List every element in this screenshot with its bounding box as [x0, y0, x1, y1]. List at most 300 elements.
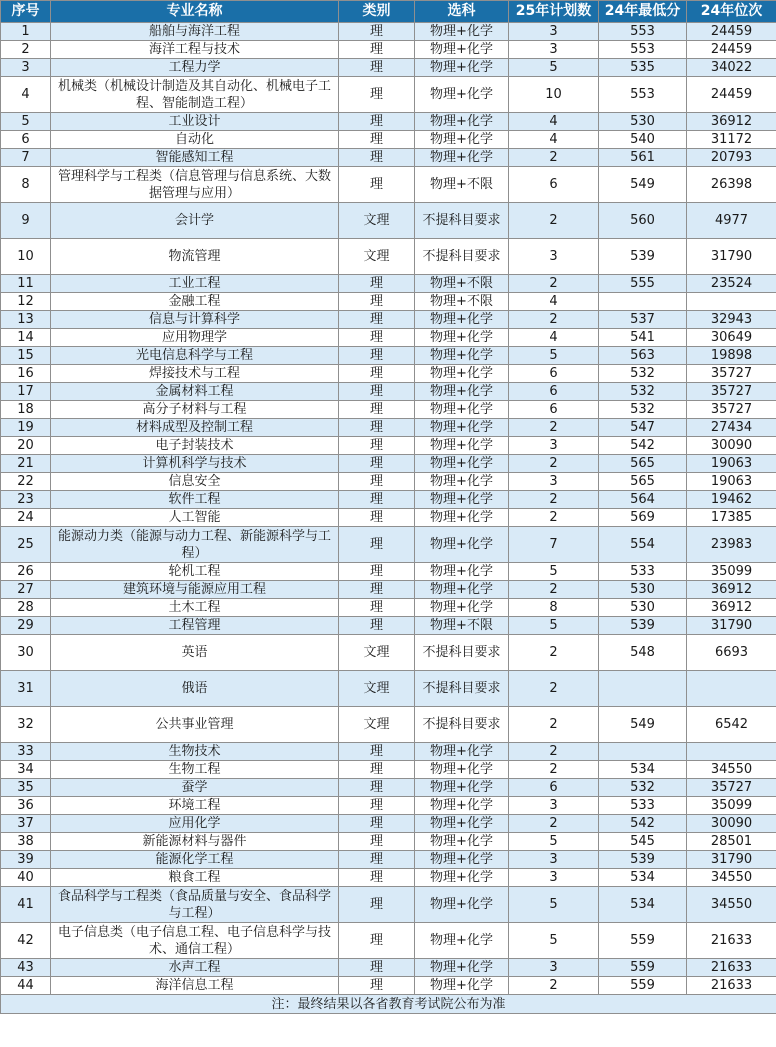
row-category: 文理: [339, 671, 415, 707]
row-major: 水声工程: [51, 959, 339, 977]
row-rank-2024: 24459: [687, 23, 776, 41]
row-subjects: 物理+化学: [415, 419, 509, 437]
row-min-score-2024: 537: [599, 311, 687, 329]
row-subjects: 物理+化学: [415, 869, 509, 887]
row-rank-2024: 19063: [687, 473, 776, 491]
table-row: [1, 491, 776, 509]
row-plan-2025: 8: [509, 599, 599, 617]
row-plan-2025: 4: [509, 131, 599, 149]
table-row: [1, 455, 776, 473]
row-rank-2024: 35099: [687, 797, 776, 815]
row-index: 17: [1, 383, 51, 401]
table-row: [1, 671, 776, 707]
row-category: 理: [339, 779, 415, 797]
row-index: 27: [1, 581, 51, 599]
row-major: 人工智能: [51, 509, 339, 527]
row-min-score-2024: 542: [599, 437, 687, 455]
row-min-score-2024: 530: [599, 113, 687, 131]
row-min-score-2024: 548: [599, 635, 687, 671]
row-index: 33: [1, 743, 51, 761]
row-index: 9: [1, 203, 51, 239]
table-row: [1, 311, 776, 329]
row-rank-2024: 31790: [687, 617, 776, 635]
row-index: 16: [1, 365, 51, 383]
row-category: 理: [339, 869, 415, 887]
row-subjects: 物理+化学: [415, 887, 509, 923]
row-subjects: 物理+化学: [415, 77, 509, 113]
row-index: 6: [1, 131, 51, 149]
row-major: 应用物理学: [51, 329, 339, 347]
row-index: 32: [1, 707, 51, 743]
row-rank-2024: 34550: [687, 761, 776, 779]
row-major: 能源动力类（能源与动力工程、新能源科学与工程）: [51, 527, 339, 563]
header-plan-2025: 25年计划数: [509, 1, 599, 23]
row-major: 机械类（机械设计制造及其自动化、机械电子工程、智能制造工程）: [51, 77, 339, 113]
table-row: [1, 383, 776, 401]
row-index: 1: [1, 23, 51, 41]
table-row: [1, 581, 776, 599]
row-rank-2024: 35727: [687, 365, 776, 383]
row-rank-2024: 4977: [687, 203, 776, 239]
row-major: 粮食工程: [51, 869, 339, 887]
row-subjects: 物理+化学: [415, 347, 509, 365]
row-plan-2025: 4: [509, 329, 599, 347]
row-index: 20: [1, 437, 51, 455]
row-index: 38: [1, 833, 51, 851]
row-category: 理: [339, 77, 415, 113]
row-subjects: 物理+化学: [415, 815, 509, 833]
row-rank-2024: 19898: [687, 347, 776, 365]
table-row: [1, 41, 776, 59]
row-category: 理: [339, 383, 415, 401]
row-category: 理: [339, 113, 415, 131]
row-index: 13: [1, 311, 51, 329]
row-category: 文理: [339, 239, 415, 275]
row-major: 会计学: [51, 203, 339, 239]
table-row: [1, 149, 776, 167]
row-min-score-2024: 549: [599, 707, 687, 743]
row-subjects: 物理+化学: [415, 779, 509, 797]
row-min-score-2024: 533: [599, 563, 687, 581]
row-major: 工程力学: [51, 59, 339, 77]
row-category: 理: [339, 131, 415, 149]
row-min-score-2024: 553: [599, 23, 687, 41]
row-index: 39: [1, 851, 51, 869]
row-category: 理: [339, 509, 415, 527]
row-major: 金融工程: [51, 293, 339, 311]
row-plan-2025: 6: [509, 365, 599, 383]
row-rank-2024: 24459: [687, 77, 776, 113]
row-category: 理: [339, 797, 415, 815]
row-subjects: 物理+化学: [415, 383, 509, 401]
row-index: 44: [1, 977, 51, 995]
row-plan-2025: 3: [509, 437, 599, 455]
row-min-score-2024: 542: [599, 815, 687, 833]
row-rank-2024: 28501: [687, 833, 776, 851]
row-major: 英语: [51, 635, 339, 671]
header-min-score-2024: 24年最低分: [599, 1, 687, 23]
table-row: [1, 743, 776, 761]
row-min-score-2024: [599, 293, 687, 311]
row-category: 理: [339, 401, 415, 419]
row-subjects: 物理+化学: [415, 455, 509, 473]
row-min-score-2024: [599, 671, 687, 707]
row-min-score-2024: 539: [599, 617, 687, 635]
row-plan-2025: 2: [509, 419, 599, 437]
row-min-score-2024: 554: [599, 527, 687, 563]
row-index: 31: [1, 671, 51, 707]
table-row: [1, 851, 776, 869]
row-subjects: 物理+化学: [415, 851, 509, 869]
row-subjects: 物理+化学: [415, 437, 509, 455]
table-row: [1, 275, 776, 293]
row-subjects: 物理+不限: [415, 275, 509, 293]
row-plan-2025: 5: [509, 833, 599, 851]
row-plan-2025: 6: [509, 779, 599, 797]
row-rank-2024: 31790: [687, 851, 776, 869]
header-rank-2024: 24年位次: [687, 1, 776, 23]
row-major: 信息与计算科学: [51, 311, 339, 329]
row-subjects: 不提科目要求: [415, 635, 509, 671]
row-rank-2024: [687, 671, 776, 707]
row-min-score-2024: 530: [599, 599, 687, 617]
row-index: 19: [1, 419, 51, 437]
row-rank-2024: 6693: [687, 635, 776, 671]
row-min-score-2024: 535: [599, 59, 687, 77]
table-row: [1, 23, 776, 41]
row-subjects: 物理+化学: [415, 761, 509, 779]
row-rank-2024: 34022: [687, 59, 776, 77]
row-rank-2024: 21633: [687, 977, 776, 995]
row-index: 28: [1, 599, 51, 617]
row-category: 理: [339, 149, 415, 167]
row-rank-2024: 32943: [687, 311, 776, 329]
table-row: [1, 347, 776, 365]
row-subjects: 物理+化学: [415, 401, 509, 419]
row-subjects: 物理+化学: [415, 833, 509, 851]
row-subjects: 物理+化学: [415, 23, 509, 41]
row-major: 计算机科学与技术: [51, 455, 339, 473]
row-plan-2025: 2: [509, 275, 599, 293]
row-major: 光电信息科学与工程: [51, 347, 339, 365]
row-major: 土木工程: [51, 599, 339, 617]
row-plan-2025: 3: [509, 23, 599, 41]
table-row: [1, 707, 776, 743]
row-rank-2024: 30090: [687, 437, 776, 455]
row-plan-2025: 4: [509, 293, 599, 311]
table-row: [1, 815, 776, 833]
row-subjects: 不提科目要求: [415, 239, 509, 275]
row-index: 4: [1, 77, 51, 113]
table-row: [1, 77, 776, 113]
row-rank-2024: 35099: [687, 563, 776, 581]
row-subjects: 物理+化学: [415, 959, 509, 977]
row-min-score-2024: 539: [599, 851, 687, 869]
row-category: 理: [339, 275, 415, 293]
row-major: 生物技术: [51, 743, 339, 761]
row-index: 41: [1, 887, 51, 923]
row-major: 金属材料工程: [51, 383, 339, 401]
row-min-score-2024: 539: [599, 239, 687, 275]
row-rank-2024: 20793: [687, 149, 776, 167]
row-category: 理: [339, 41, 415, 59]
table-row: [1, 977, 776, 995]
table-row: [1, 869, 776, 887]
row-index: 40: [1, 869, 51, 887]
row-index: 36: [1, 797, 51, 815]
row-plan-2025: 2: [509, 509, 599, 527]
row-category: 理: [339, 581, 415, 599]
row-subjects: 物理+化学: [415, 473, 509, 491]
table-row: [1, 509, 776, 527]
row-subjects: 物理+化学: [415, 743, 509, 761]
table-row: [1, 527, 776, 563]
table-row: [1, 203, 776, 239]
row-major: 船舶与海洋工程: [51, 23, 339, 41]
row-plan-2025: 2: [509, 635, 599, 671]
table-row: [1, 59, 776, 77]
row-min-score-2024: [599, 743, 687, 761]
header-row: [1, 1, 776, 23]
row-min-score-2024: 559: [599, 977, 687, 995]
row-min-score-2024: 532: [599, 365, 687, 383]
row-rank-2024: 30649: [687, 329, 776, 347]
row-subjects: 物理+化学: [415, 797, 509, 815]
row-min-score-2024: 547: [599, 419, 687, 437]
row-category: 理: [339, 761, 415, 779]
row-plan-2025: 6: [509, 383, 599, 401]
table-row: [1, 113, 776, 131]
row-index: 11: [1, 275, 51, 293]
row-category: 理: [339, 329, 415, 347]
row-plan-2025: 2: [509, 455, 599, 473]
row-min-score-2024: 559: [599, 923, 687, 959]
header-category: 类别: [339, 1, 415, 23]
row-min-score-2024: 541: [599, 329, 687, 347]
row-major: 海洋工程与技术: [51, 41, 339, 59]
row-major: 海洋信息工程: [51, 977, 339, 995]
row-subjects: 物理+化学: [415, 581, 509, 599]
row-plan-2025: 6: [509, 401, 599, 419]
row-category: 理: [339, 599, 415, 617]
row-rank-2024: 26398: [687, 167, 776, 203]
row-rank-2024: 36912: [687, 581, 776, 599]
row-subjects: 物理+化学: [415, 509, 509, 527]
row-major: 信息安全: [51, 473, 339, 491]
row-category: 理: [339, 527, 415, 563]
row-index: 5: [1, 113, 51, 131]
row-rank-2024: 19063: [687, 455, 776, 473]
row-plan-2025: 2: [509, 149, 599, 167]
row-min-score-2024: 553: [599, 77, 687, 113]
row-index: 22: [1, 473, 51, 491]
row-category: 理: [339, 923, 415, 959]
row-plan-2025: 6: [509, 167, 599, 203]
row-index: 24: [1, 509, 51, 527]
row-major: 公共事业管理: [51, 707, 339, 743]
row-rank-2024: 21633: [687, 923, 776, 959]
row-plan-2025: 5: [509, 617, 599, 635]
row-subjects: 物理+化学: [415, 311, 509, 329]
row-min-score-2024: 563: [599, 347, 687, 365]
row-min-score-2024: 559: [599, 959, 687, 977]
row-index: 25: [1, 527, 51, 563]
row-rank-2024: 23524: [687, 275, 776, 293]
row-plan-2025: 5: [509, 347, 599, 365]
row-rank-2024: 19462: [687, 491, 776, 509]
row-category: 理: [339, 347, 415, 365]
row-plan-2025: 2: [509, 311, 599, 329]
header-subjects: 选科: [415, 1, 509, 23]
row-plan-2025: 3: [509, 851, 599, 869]
row-category: 理: [339, 743, 415, 761]
row-category: 理: [339, 977, 415, 995]
row-min-score-2024: 532: [599, 401, 687, 419]
row-rank-2024: 23983: [687, 527, 776, 563]
row-plan-2025: 3: [509, 959, 599, 977]
row-index: 3: [1, 59, 51, 77]
row-rank-2024: 6542: [687, 707, 776, 743]
row-plan-2025: 2: [509, 761, 599, 779]
table-row: [1, 329, 776, 347]
row-subjects: 物理+不限: [415, 293, 509, 311]
row-min-score-2024: 540: [599, 131, 687, 149]
row-category: 理: [339, 887, 415, 923]
row-major: 管理科学与工程类（信息管理与信息系统、大数据管理与应用）: [51, 167, 339, 203]
row-min-score-2024: 534: [599, 887, 687, 923]
row-plan-2025: 2: [509, 491, 599, 509]
row-subjects: 物理+化学: [415, 491, 509, 509]
row-subjects: 物理+化学: [415, 977, 509, 995]
table-row: [1, 365, 776, 383]
table-row: [1, 923, 776, 959]
table-row: [1, 797, 776, 815]
table-row: [1, 959, 776, 977]
row-category: 理: [339, 59, 415, 77]
row-index: 42: [1, 923, 51, 959]
row-category: 理: [339, 365, 415, 383]
row-index: 30: [1, 635, 51, 671]
row-min-score-2024: 565: [599, 473, 687, 491]
row-plan-2025: 4: [509, 113, 599, 131]
row-category: 理: [339, 815, 415, 833]
row-min-score-2024: 555: [599, 275, 687, 293]
row-subjects: 物理+化学: [415, 599, 509, 617]
row-major: 软件工程: [51, 491, 339, 509]
row-category: 理: [339, 455, 415, 473]
row-rank-2024: 27434: [687, 419, 776, 437]
row-index: 34: [1, 761, 51, 779]
row-index: 14: [1, 329, 51, 347]
row-category: 理: [339, 617, 415, 635]
row-plan-2025: 3: [509, 797, 599, 815]
row-category: 理: [339, 491, 415, 509]
row-category: 理: [339, 473, 415, 491]
row-plan-2025: 2: [509, 707, 599, 743]
table-row: [1, 887, 776, 923]
table-row: [1, 293, 776, 311]
row-category: 文理: [339, 707, 415, 743]
footnote: 注：最终结果以各省教育考试院公布为准: [1, 995, 776, 1014]
row-subjects: 不提科目要求: [415, 203, 509, 239]
row-rank-2024: 36912: [687, 113, 776, 131]
row-rank-2024: 31172: [687, 131, 776, 149]
row-category: 理: [339, 437, 415, 455]
row-major: 电子封装技术: [51, 437, 339, 455]
row-plan-2025: 3: [509, 473, 599, 491]
row-subjects: 不提科目要求: [415, 707, 509, 743]
row-plan-2025: 2: [509, 977, 599, 995]
row-plan-2025: 2: [509, 203, 599, 239]
row-subjects: 物理+化学: [415, 923, 509, 959]
row-subjects: 物理+不限: [415, 167, 509, 203]
row-plan-2025: 3: [509, 41, 599, 59]
row-min-score-2024: 564: [599, 491, 687, 509]
table-row: [1, 167, 776, 203]
row-subjects: 物理+化学: [415, 563, 509, 581]
table-row: [1, 635, 776, 671]
row-index: 2: [1, 41, 51, 59]
row-category: 理: [339, 311, 415, 329]
row-major: 应用化学: [51, 815, 339, 833]
row-major: 建筑环境与能源应用工程: [51, 581, 339, 599]
row-major: 焊接技术与工程: [51, 365, 339, 383]
row-subjects: 物理+化学: [415, 59, 509, 77]
row-min-score-2024: 560: [599, 203, 687, 239]
row-min-score-2024: 532: [599, 779, 687, 797]
row-major: 物流管理: [51, 239, 339, 275]
row-plan-2025: 10: [509, 77, 599, 113]
row-index: 18: [1, 401, 51, 419]
row-rank-2024: 34550: [687, 869, 776, 887]
row-index: 35: [1, 779, 51, 797]
row-plan-2025: 5: [509, 563, 599, 581]
row-major: 工程管理: [51, 617, 339, 635]
table-row: [1, 437, 776, 455]
row-category: 文理: [339, 635, 415, 671]
row-plan-2025: 2: [509, 743, 599, 761]
row-rank-2024: 31790: [687, 239, 776, 275]
row-subjects: 物理+化学: [415, 113, 509, 131]
row-min-score-2024: 565: [599, 455, 687, 473]
header-index: 序号: [1, 1, 51, 23]
row-rank-2024: 24459: [687, 41, 776, 59]
row-index: 23: [1, 491, 51, 509]
table-row: [1, 833, 776, 851]
row-subjects: 不提科目要求: [415, 671, 509, 707]
row-min-score-2024: 569: [599, 509, 687, 527]
row-plan-2025: 7: [509, 527, 599, 563]
row-min-score-2024: 533: [599, 797, 687, 815]
row-index: 26: [1, 563, 51, 581]
row-index: 7: [1, 149, 51, 167]
row-index: 37: [1, 815, 51, 833]
row-rank-2024: 30090: [687, 815, 776, 833]
table-row: [1, 239, 776, 275]
row-major: 能源化学工程: [51, 851, 339, 869]
table-row: [1, 761, 776, 779]
row-rank-2024: 35727: [687, 383, 776, 401]
row-subjects: 物理+化学: [415, 41, 509, 59]
row-rank-2024: 35727: [687, 401, 776, 419]
row-min-score-2024: 549: [599, 167, 687, 203]
row-major: 智能感知工程: [51, 149, 339, 167]
row-plan-2025: 3: [509, 239, 599, 275]
table-row: [1, 563, 776, 581]
row-subjects: 物理+化学: [415, 149, 509, 167]
row-index: 29: [1, 617, 51, 635]
row-category: 理: [339, 833, 415, 851]
